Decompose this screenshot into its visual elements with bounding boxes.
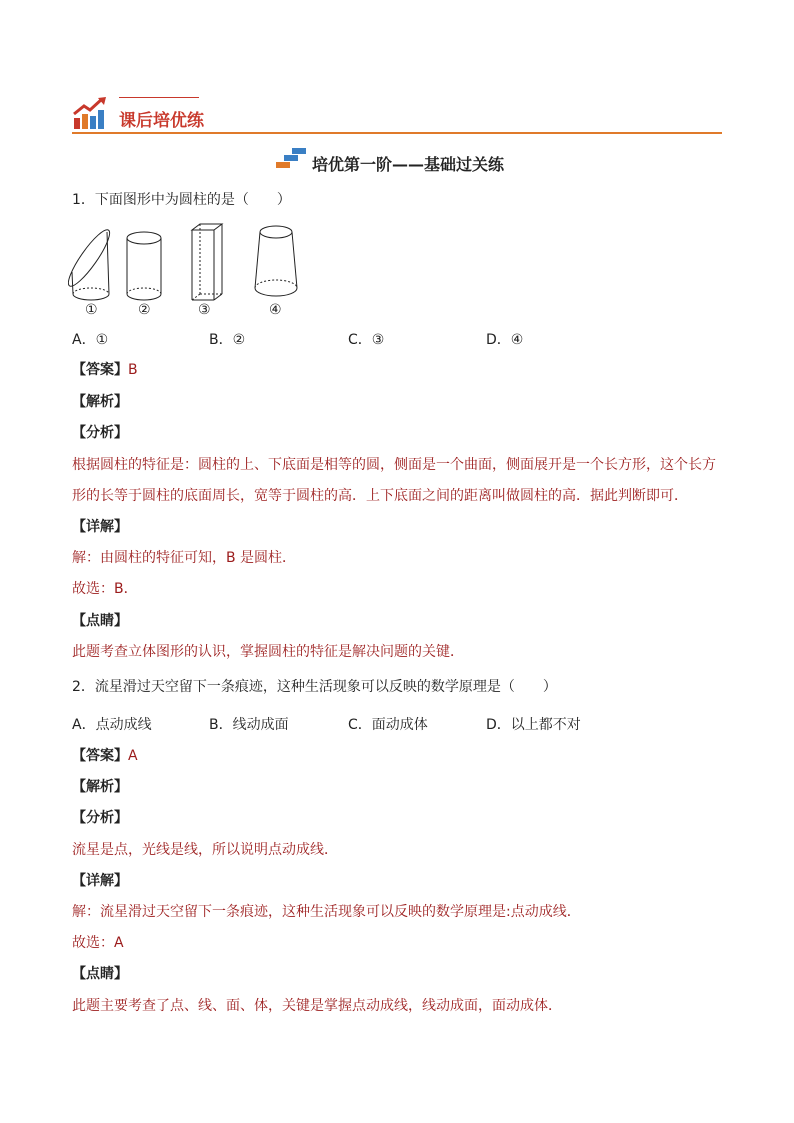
q2-option-a: A．点动成线 bbox=[72, 717, 152, 733]
q2-fenxi: 流星是点，光线是线，所以说明点动成线． bbox=[72, 842, 338, 858]
q1-fenxi-tag: 【分析】 bbox=[72, 425, 128, 441]
q2-analysis-tag: 【解析】 bbox=[72, 779, 128, 795]
header-title: 课后培优练 bbox=[119, 111, 204, 131]
section-steps-icon bbox=[276, 147, 308, 169]
q1-option-c: C．③ bbox=[348, 332, 385, 348]
q2-fenxi-tag: 【分析】 bbox=[72, 810, 128, 826]
slanted-cylinder-figure bbox=[68, 226, 115, 300]
q2-dianjing-tag: 【点睛】 bbox=[72, 966, 128, 982]
header-decor-line bbox=[119, 97, 199, 98]
q1-figure-label-3: ③ bbox=[198, 302, 211, 318]
q2-option-b: B．线动成面 bbox=[209, 717, 289, 733]
q2-answer-line bbox=[72, 746, 138, 766]
q1-option-b: B．② bbox=[209, 332, 246, 348]
q2-detail-line-1: 解：流星滑过天空留下一条痕迹，这种生活现象可以反映的数学原理是:点动成线． bbox=[72, 904, 581, 920]
q1-figure-label-4: ④ bbox=[269, 302, 282, 318]
q2-dianjing: 此题主要考查了点、线、面、体，关键是掌握点动成线，线动成面，面动成体． bbox=[72, 998, 562, 1014]
q1-analysis-tag: 【解析】 bbox=[72, 394, 128, 410]
q1-detail-line-2: 故选：B． bbox=[72, 581, 138, 597]
q1-dianjing-tag: 【点睛】 bbox=[72, 613, 128, 629]
q1-figure-label-2: ② bbox=[138, 302, 151, 318]
q2-answer: A bbox=[128, 748, 138, 764]
q2-answer-tag: 【答案】 bbox=[72, 748, 128, 764]
q1-figures bbox=[68, 220, 308, 304]
q1-dianjing: 此题考查立体图形的认识，掌握圆柱的特征是解决问题的关键． bbox=[72, 644, 464, 660]
q1-answer-line bbox=[72, 360, 138, 380]
q1-answer-tag: 【答案】 bbox=[72, 362, 128, 378]
q1-answer: B bbox=[128, 362, 138, 378]
q1-stem: 1．下面图形中为圆柱的是（ ） bbox=[72, 192, 291, 208]
q2-stem: 2．流星滑过天空留下一条痕迹，这种生活现象可以反映的数学原理是（ ） bbox=[72, 679, 557, 695]
q1-fenxi-line-1: 根据圆柱的特征是：圆柱的上、下底面是相等的圆，侧面是一个曲面，侧面展开是一个长方形，这个长方 bbox=[72, 457, 716, 473]
q1-detail-tag: 【详解】 bbox=[72, 519, 128, 535]
q1-option-a: A．① bbox=[72, 332, 109, 348]
q2-detail-tag: 【详解】 bbox=[72, 873, 128, 889]
q1-detail-line-1: 解：由圆柱的特征可知，B 是圆柱． bbox=[72, 550, 297, 566]
q2-option-d: D．以上都不对 bbox=[486, 717, 581, 733]
section-title: 培优第一阶——基础过关练 bbox=[312, 155, 505, 174]
frustum-figure bbox=[255, 226, 297, 296]
q1-option-d: D．④ bbox=[486, 332, 524, 348]
q1-figure-label-1: ① bbox=[85, 302, 98, 318]
header-rule bbox=[72, 132, 722, 134]
prism-figure bbox=[192, 224, 222, 300]
cylinder-figure bbox=[127, 232, 161, 300]
q1-fenxi-line-2: 形的长等于圆柱的底面周长，宽等于圆柱的高．上下底面之间的距离叫做圆柱的高．据此判断即可． bbox=[72, 488, 688, 504]
header-logo-icon bbox=[72, 96, 108, 130]
q2-detail-line-2: 故选：A bbox=[72, 935, 124, 951]
q2-option-c: C．面动成体 bbox=[348, 717, 428, 733]
